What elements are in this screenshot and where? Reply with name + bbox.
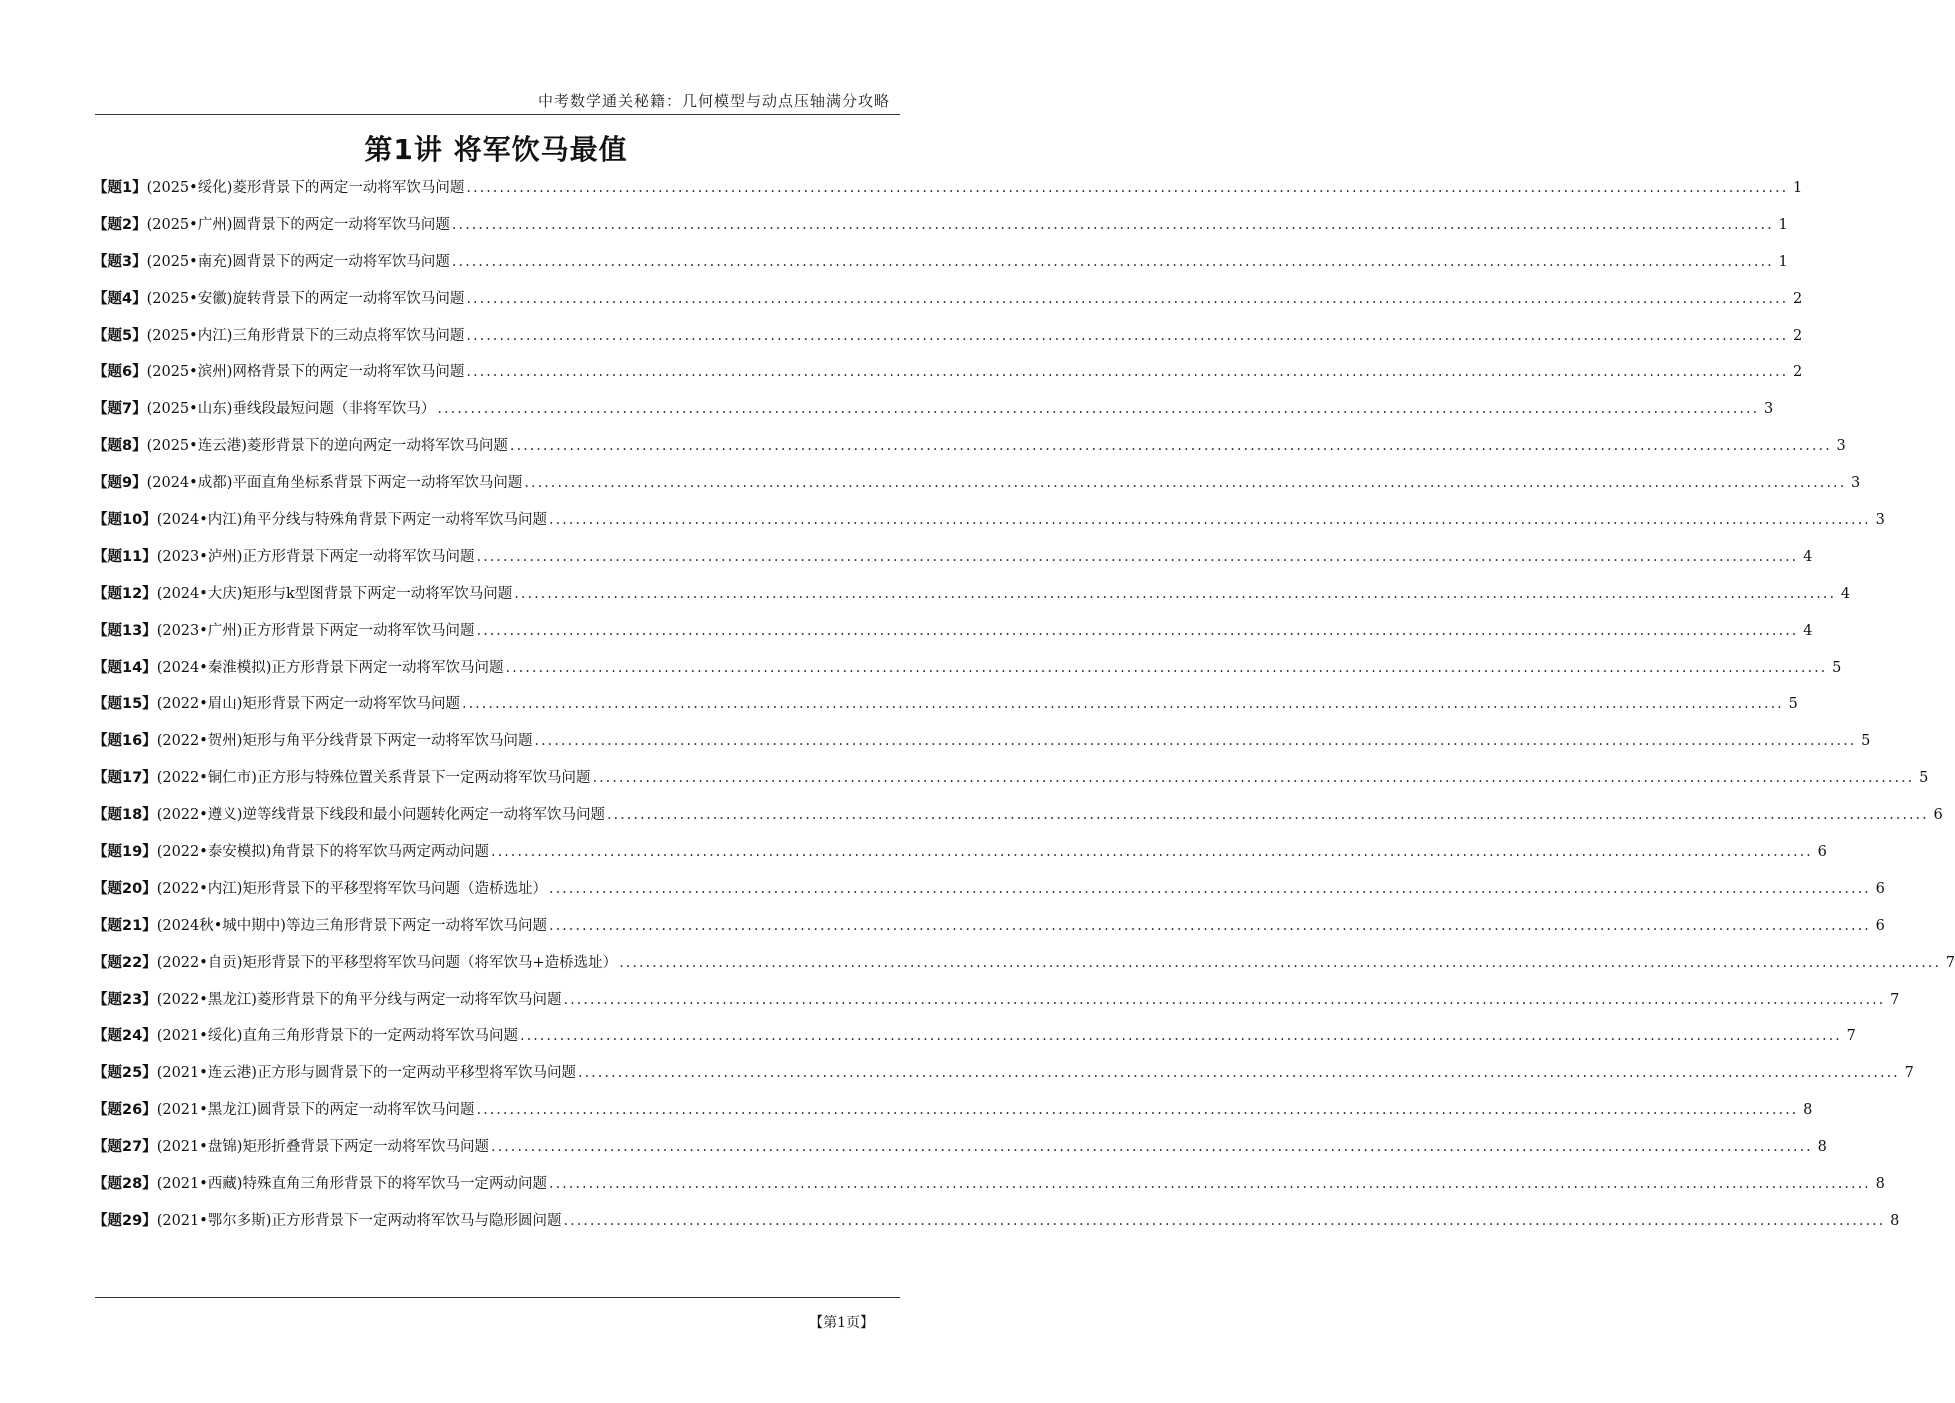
toc-entry-number: 【题26】 — [93, 1102, 157, 1119]
toc-dot-leader: ........................................................................................................................................................................................................ — [548, 1176, 1871, 1193]
toc-entry-page: 2 — [1792, 327, 1803, 344]
toc-entry-title — [93, 391, 435, 428]
toc-entry-title — [93, 1203, 561, 1240]
toc-entry-description: (2022•眉山)矩形背景下两定一动将军饮马问题 — [156, 696, 460, 713]
toc-entry-description: (2025•南充)圆背景下的两定一动将军饮马问题 — [146, 253, 450, 270]
toc-entry-page: 5 — [1832, 659, 1842, 676]
toc-entry-description: (2022•黑龙江)菱形背景下的角平分线与两定一动将军饮马问题 — [156, 991, 562, 1008]
toc-dot-leader: ........................................................................................................................................................................................................ — [451, 216, 1774, 233]
toc-entry-page: 7 — [1846, 1028, 1856, 1045]
toc-dot-leader: ........................................................................................................................................................................................................ — [514, 585, 1837, 602]
toc-entry[interactable] — [93, 576, 1851, 613]
toc-entry-page: 5 — [1788, 696, 1798, 713]
toc-dot-leader: ........................................................................................................................................................................................................ — [592, 770, 1915, 787]
toc-entry-page: 1 — [1778, 253, 1788, 270]
toc-entry-title — [93, 760, 590, 797]
toc-entry-number: 【题25】 — [93, 1065, 157, 1082]
toc-entry-description: (2021•西藏)特殊直角三角形背景下的将军饮马一定两动问题 — [156, 1176, 547, 1193]
toc-entry-description: (2021•盘锦)矩形折叠背景下两定一动将军饮马问题 — [156, 1139, 489, 1156]
toc-entry[interactable] — [93, 982, 1900, 1019]
toc-entry[interactable] — [93, 760, 1929, 797]
toc-entry-page: 7 — [1904, 1065, 1914, 1082]
toc-entry-description: (2024秋•城中期中)等边三角形背景下两定一动将军饮马问题 — [156, 917, 547, 934]
toc-entry-description: (2025•安徽)旋转背景下的两定一动将军饮马问题 — [146, 290, 465, 307]
toc-entry-description: (2022•贺州)矩形与角平分线背景下两定一动将军饮马问题 — [156, 733, 533, 750]
toc-entry-description: (2025•山东)垂线段最短问题（非将军饮马） — [146, 401, 436, 418]
toc-entry-page: 2 — [1792, 290, 1803, 307]
toc-entry-page: 2 — [1792, 364, 1803, 381]
toc-entry-page: 8 — [1875, 1176, 1885, 1193]
header-divider — [95, 114, 900, 115]
toc-entry[interactable] — [93, 281, 1803, 318]
toc-dot-leader: ........................................................................................................................................................................................................ — [505, 659, 1828, 676]
toc-entry-number: 【题20】 — [93, 880, 157, 897]
toc-entry-page: 8 — [1803, 1102, 1813, 1119]
toc-entry-page: 1 — [1792, 180, 1803, 196]
toc-entry[interactable] — [93, 244, 1788, 281]
toc-entry-number: 【题6】 — [93, 364, 147, 381]
toc-entry-title — [93, 1055, 576, 1092]
toc-entry-number: 【题28】 — [93, 1176, 157, 1193]
toc-dot-leader: ........................................................................................................................................................................................................ — [619, 954, 1941, 971]
toc-entry-number: 【题11】 — [93, 548, 157, 565]
toc-entry-number: 【题23】 — [93, 991, 157, 1008]
toc-entry-number: 【题9】 — [93, 475, 147, 492]
toc-entry-number: 【题18】 — [93, 807, 157, 824]
toc-entry-title — [93, 945, 617, 982]
toc-entry-description: (2022•遵义)逆等线背景下线段和最小问题转化两定一动将军饮马问题 — [156, 807, 605, 824]
toc-entry[interactable] — [93, 871, 1885, 908]
toc-entry-title — [93, 170, 464, 207]
toc-entry-page: 1 — [1778, 216, 1788, 233]
toc-dot-leader: ........................................................................................................................................................................................................ — [534, 733, 1857, 750]
toc-entry-title — [93, 281, 464, 318]
toc-entry-title — [93, 207, 450, 244]
toc-entry-page: 3 — [1836, 438, 1846, 455]
toc-dot-leader: ........................................................................................................................................................................................................ — [466, 364, 1789, 381]
toc-entry-description: (2024•大庆)矩形与k型图背景下两定一动将军饮马问题 — [156, 585, 513, 602]
toc-entry-number: 【题29】 — [93, 1212, 157, 1229]
toc-entry-number: 【题10】 — [93, 512, 157, 529]
toc-entry-title — [93, 502, 547, 539]
toc-dot-leader: ........................................................................................................................................................................................................ — [490, 1139, 1813, 1156]
toc-entry[interactable] — [93, 1129, 1827, 1166]
toc-entry-page: 4 — [1840, 585, 1851, 602]
toc-dot-leader: ........................................................................................................................................................................................................ — [563, 1212, 1886, 1229]
toc-entry-description: (2021•绥化)直角三角形背景下的一定两动将军饮马问题 — [156, 1028, 518, 1045]
toc-dot-leader: ........................................................................................................................................................................................................ — [563, 991, 1886, 1008]
toc-entry-title — [93, 871, 547, 908]
toc-entry-number: 【题7】 — [93, 401, 147, 418]
toc-entry-number: 【题19】 — [93, 844, 157, 861]
toc-entry-description: (2022•内江)矩形背景下的平移型将军饮马问题（造桥选址） — [156, 880, 547, 897]
toc-dot-leader: ........................................................................................................................................................................................................ — [466, 180, 1789, 196]
toc-entry-number: 【题12】 — [93, 585, 157, 602]
toc-entry-description: (2025•广州)圆背景下的两定一动将军饮马问题 — [146, 216, 450, 233]
toc-entry-description: (2025•内江)三角形背景下的三动点将军饮马问题 — [146, 327, 465, 344]
toc-entry-title — [93, 428, 508, 465]
toc-entry[interactable] — [93, 391, 1774, 428]
toc-dot-leader: ........................................................................................................................................................................................................ — [490, 844, 1813, 861]
toc-entry-description: (2024•成都)平面直角坐标系背景下两定一动将军饮马问题 — [146, 475, 523, 492]
toc-entry-number: 【题3】 — [93, 253, 147, 270]
toc-dot-leader: ........................................................................................................................................................................................................ — [461, 696, 1784, 713]
toc-entry-number: 【题1】 — [93, 180, 147, 196]
toc-dot-leader: ........................................................................................................................................................................................................ — [476, 548, 1799, 565]
toc-entry-page: 4 — [1803, 548, 1813, 565]
toc-entry-page: 5 — [1919, 770, 1929, 787]
toc-entry[interactable] — [93, 1055, 1914, 1092]
toc-entry-title — [93, 318, 464, 355]
toc-entry-number: 【题27】 — [93, 1139, 157, 1156]
toc-entry-number: 【题5】 — [93, 327, 147, 344]
toc-entry-title — [93, 1129, 489, 1166]
toc-dot-leader: ........................................................................................................................................................................................................ — [519, 1028, 1842, 1045]
toc-entry-number: 【题14】 — [93, 659, 157, 676]
page-title: 第1讲 将军饮马最值 — [364, 133, 628, 166]
toc-entry-number: 【题21】 — [93, 917, 157, 934]
toc-entry-title — [93, 613, 474, 650]
toc-entry-page: 6 — [1875, 917, 1885, 934]
toc-entry-title — [93, 834, 489, 871]
toc-entry-title — [93, 539, 474, 576]
toc-entry[interactable] — [93, 650, 1842, 687]
toc-entry[interactable] — [93, 686, 1798, 723]
toc-entry-description: (2022•自贡)矩形背景下的平移型将军饮马问题（将军饮马+造桥选址） — [156, 954, 618, 971]
page-number: 【第1页】 — [809, 1315, 874, 1331]
toc-entry-number: 【题13】 — [93, 622, 157, 639]
toc-entry-page: 5 — [1861, 733, 1871, 750]
table-of-contents — [93, 170, 1955, 1240]
toc-entry-number: 【题2】 — [93, 216, 147, 233]
toc-dot-leader: ........................................................................................................................................................................................................ — [476, 622, 1799, 639]
toc-entry-description: (2021•连云港)正方形与圆背景下的一定两动平移型将军饮马问题 — [156, 1065, 576, 1082]
toc-entry-description: (2025•滨州)网格背景下的两定一动将军饮马问题 — [146, 364, 465, 381]
toc-entry[interactable] — [93, 1166, 1885, 1203]
toc-entry-title — [93, 797, 605, 834]
toc-dot-leader: ........................................................................................................................................................................................................ — [606, 807, 1929, 824]
toc-entry[interactable] — [93, 613, 1813, 650]
running-header: 中考数学通关秘籍：几何模型与动点压轴满分攻略 — [537, 92, 890, 110]
toc-dot-leader: ........................................................................................................................................................................................................ — [466, 327, 1789, 344]
toc-dot-leader: ........................................................................................................................................................................................................ — [466, 290, 1789, 307]
toc-entry[interactable] — [93, 723, 1871, 760]
toc-entry[interactable] — [93, 945, 1955, 982]
toc-entry-title — [93, 1018, 518, 1055]
toc-entry-page: 3 — [1850, 475, 1861, 492]
toc-entry[interactable] — [93, 908, 1885, 945]
toc-entry-page: 8 — [1890, 1212, 1900, 1229]
toc-entry-title — [93, 1166, 547, 1203]
toc-entry-title — [93, 686, 460, 723]
toc-entry-number: 【题15】 — [93, 696, 157, 713]
toc-entry-title — [93, 650, 503, 687]
toc-entry-title — [93, 354, 464, 391]
toc-entry[interactable] — [93, 318, 1803, 355]
footer-divider — [95, 1297, 900, 1298]
toc-entry-description: (2022•泰安模拟)角背景下的将军饮马两定两动问题 — [156, 844, 489, 861]
toc-entry-page: 6 — [1933, 807, 1943, 824]
toc-entry[interactable] — [93, 834, 1827, 871]
toc-entry-description: (2023•泸州)正方形背景下两定一动将军饮马问题 — [156, 548, 475, 565]
toc-entry-number: 【题17】 — [93, 770, 157, 787]
toc-entry-title — [93, 1092, 474, 1129]
toc-dot-leader: ........................................................................................................................................................................................................ — [524, 475, 1847, 492]
toc-entry-number: 【题24】 — [93, 1028, 157, 1045]
toc-entry-page: 8 — [1817, 1139, 1827, 1156]
toc-entry-title — [93, 576, 512, 613]
toc-dot-leader: ........................................................................................................................................................................................................ — [476, 1102, 1799, 1119]
toc-entry[interactable] — [93, 797, 1943, 834]
toc-entry-title — [93, 908, 547, 945]
toc-entry-description: (2025•连云港)菱形背景下的逆向两定一动将军饮马问题 — [146, 438, 508, 455]
toc-entry-page: 7 — [1890, 991, 1900, 1008]
toc-entry-page: 4 — [1803, 622, 1813, 639]
toc-entry[interactable] — [93, 428, 1846, 465]
toc-entry-title — [93, 244, 450, 281]
toc-entry-description: (2022•铜仁市)正方形与特殊位置关系背景下一定两动将军饮马问题 — [156, 770, 591, 787]
toc-entry-description: (2025•绥化)菱形背景下的两定一动将军饮马问题 — [146, 180, 465, 196]
toc-entry-number: 【题16】 — [93, 733, 157, 750]
toc-dot-leader: ........................................................................................................................................................................................................ — [451, 253, 1774, 270]
toc-entry-page: 7 — [1945, 954, 1955, 971]
toc-entry-title — [93, 465, 522, 502]
toc-entry-number: 【题22】 — [93, 954, 157, 971]
toc-entry[interactable] — [93, 502, 1885, 539]
toc-entry[interactable] — [93, 1092, 1813, 1129]
toc-entry-number: 【题4】 — [93, 290, 147, 307]
toc-entry-page: 6 — [1817, 844, 1827, 861]
toc-entry[interactable] — [93, 1203, 1900, 1240]
toc-entry[interactable] — [93, 1018, 1856, 1055]
toc-entry-description: (2024•内江)角平分线与特殊角背景下两定一动将军饮马问题 — [156, 512, 547, 529]
toc-dot-leader: ........................................................................................................................................................................................................ — [548, 512, 1871, 529]
toc-dot-leader: ........................................................................................................................................................................................................ — [509, 438, 1832, 455]
toc-entry[interactable] — [93, 539, 1813, 576]
toc-entry-title — [93, 723, 532, 760]
toc-entry-page: 3 — [1763, 401, 1774, 418]
toc-entry-description: (2021•鄂尔多斯)正方形背景下一定两动将军饮马与隐形圆问题 — [156, 1212, 562, 1229]
toc-dot-leader: ........................................................................................................................................................................................................ — [548, 917, 1871, 934]
toc-dot-leader: ........................................................................................................................................................................................................ — [548, 880, 1871, 897]
toc-entry-title — [93, 982, 561, 1019]
toc-entry-description: (2021•黑龙江)圆背景下的两定一动将军饮马问题 — [156, 1102, 475, 1119]
toc-entry-description: (2023•广州)正方形背景下两定一动将军饮马问题 — [156, 622, 475, 639]
toc-entry-description: (2024•秦淮模拟)正方形背景下两定一动将军饮马问题 — [156, 659, 504, 676]
toc-entry[interactable] — [93, 170, 1803, 207]
toc-dot-leader: ........................................................................................................................................................................................................ — [577, 1065, 1900, 1082]
toc-dot-leader: ........................................................................................................................................................................................................ — [437, 401, 1760, 418]
toc-entry[interactable] — [93, 465, 1861, 502]
toc-entry[interactable] — [93, 354, 1803, 391]
toc-entry-page: 6 — [1875, 880, 1885, 897]
toc-entry-page: 3 — [1875, 512, 1885, 529]
toc-entry[interactable] — [93, 207, 1788, 244]
toc-entry-number: 【题8】 — [93, 438, 147, 455]
